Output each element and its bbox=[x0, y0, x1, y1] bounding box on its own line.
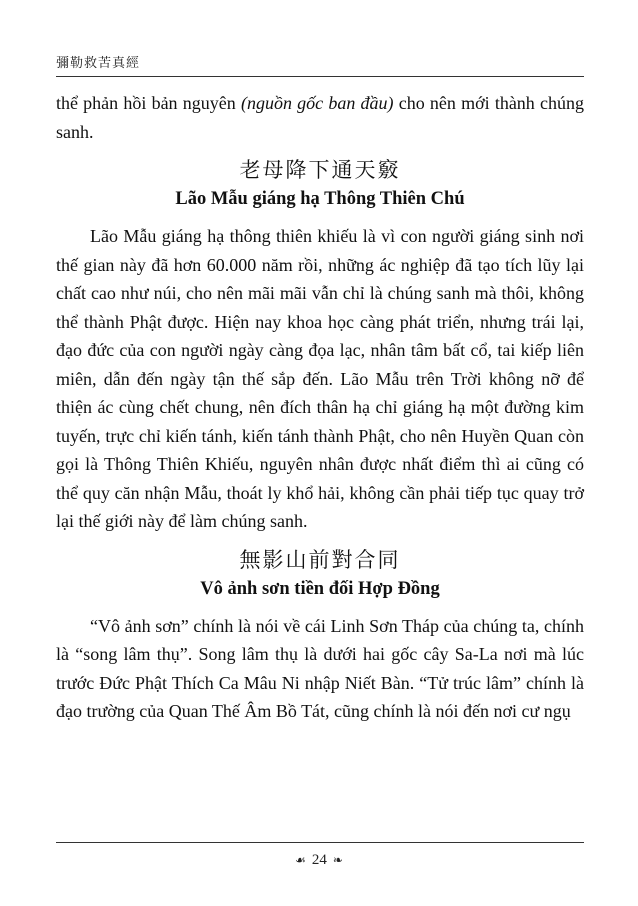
paragraph-intro bbox=[56, 89, 584, 146]
paragraph-vo-anh-son: “Vô ảnh sơn” chính là nói về cái Linh Sơn Tháp của chúng ta, chính là “song lâm thụ”. Song lâm thụ là dưới hai gốc cây Sa-La nơi mà lúc trước Đức Phật Thích Ca Mâu Ni nhập Niết Bàn. “Tử trúc lâm” chính là đạo trường của Quan Thế Âm Bồ Tát, cũng chính là nói đến nơi cư ngụ bbox=[56, 615, 584, 721]
ornament-right-icon: ❧ bbox=[332, 853, 343, 867]
section-heading-vietnamese-2: Vô ảnh sơn tiền đối Hợp Đồng bbox=[200, 578, 440, 599]
footer-rule bbox=[56, 842, 584, 843]
header-rule bbox=[56, 76, 584, 77]
page-body bbox=[56, 89, 584, 726]
running-header: 彌勒救苦真經 bbox=[56, 56, 141, 71]
ornament-left-icon: ☙ bbox=[295, 853, 306, 867]
paragraph-intro-text: thể phản hồi bản nguyên bbox=[56, 93, 241, 113]
section-heading-vietnamese-1: Lão Mẫu giáng hạ Thông Thiên Chú bbox=[175, 189, 465, 209]
paragraph-intro-italic: (nguồn gốc ban đầu) bbox=[240, 93, 394, 113]
page-number: 24 bbox=[311, 852, 327, 868]
paragraph-lao-mau: Lão Mẫu giáng hạ thông thiên khiếu là vì con người giáng sinh nơi thế gian này đã hơn 60.000 năm rồi, những ác nghiệp đã tạo tích lũy lại chất cao như núi, cho nên mãi mãi vẫn chỉ là chúng sanh mà thôi, không thể thành Phật được. Hiện nay khoa học càng phát triển, nhưng trái lại, đạo đức của con người ngày càng đọa lạc, nhân tâm bất cổ, tai kiếp liên miên, dẫn đến ngày tận thế sắp đến. Lão Mẫu trên Trời không nỡ để thiện ác cùng chết chung, nên đích thân hạ chỉ giáng hạ một đường kim tuyến, trực chỉ kiến tánh, kiến tánh thành Phật, cho nên Huyền Quan còn gọi là Thông Thiên Khiếu, nguyên nhân được nhất điểm thì ai cũng có thể quy căn nhận Mẫu, thoát ly khổ hải, không cần phải tiếp tục quay trở lại thế giới này để làm chúng sanh. bbox=[56, 226, 584, 531]
section-heading-chinese-1: 老母降下通天竅 bbox=[239, 158, 401, 182]
page-footer bbox=[0, 852, 638, 869]
paragraph-intro-text-end: cho nên mới thành chúng sanh. bbox=[56, 93, 584, 142]
section-heading-chinese-2: 無影山前對合同 bbox=[239, 547, 401, 572]
